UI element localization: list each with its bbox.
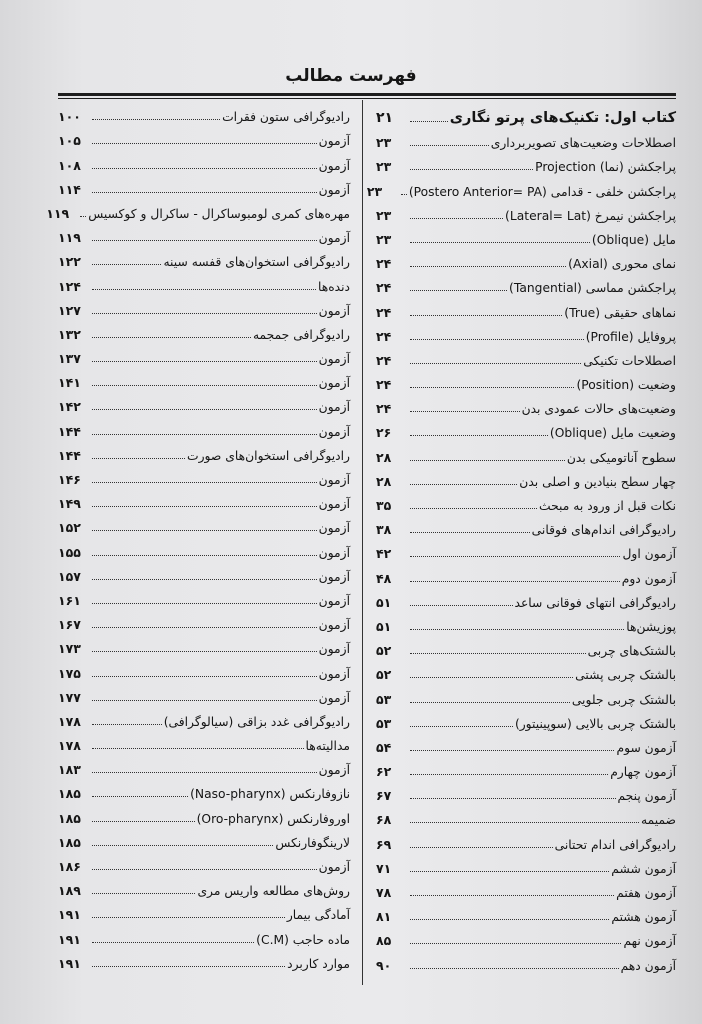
toc-entry-title: مدالیته‌ها <box>305 739 350 754</box>
toc-entry <box>376 368 676 392</box>
toc-entry-title: آزمون <box>318 690 350 705</box>
toc-entry-title: آزمون <box>318 158 350 173</box>
toc-entry-page: ۲۴ <box>376 280 392 296</box>
toc-entry-page: ۲۸ <box>376 473 392 489</box>
toc-entry-title: آزمون <box>318 134 350 149</box>
toc-entry-page: ۲۳ <box>366 183 383 199</box>
dot-leader <box>92 772 317 773</box>
toc-entry-title: آزمون <box>318 666 350 681</box>
dot-leader <box>92 264 161 265</box>
dot-leader <box>410 726 513 727</box>
toc-entry <box>376 271 676 295</box>
toc-entry <box>376 610 676 634</box>
toc-entry <box>58 584 350 608</box>
toc-entry-page: ۱۶۱ <box>58 592 81 608</box>
toc-entry <box>58 269 350 293</box>
toc-entry-page: ۱۹۱ <box>58 907 81 923</box>
toc-entry-page: ۸۱ <box>376 909 392 925</box>
page-title: فهرست مطالب <box>285 66 417 86</box>
dot-leader <box>92 724 162 725</box>
toc-entry-page: ۱۵۷ <box>58 568 81 584</box>
toc-entry-title: آزمون چهارم <box>610 765 676 780</box>
toc-entry-title: آزمون <box>318 569 350 584</box>
toc-entry-page: ۴۸ <box>376 570 392 586</box>
toc-entry-title: آزمون <box>318 593 350 608</box>
dot-leader <box>410 169 533 170</box>
toc-entry <box>58 777 350 801</box>
toc-entry-page: ۲۴ <box>376 352 392 368</box>
toc-entry-page: ۵۱ <box>376 618 392 634</box>
toc-entry <box>366 174 676 199</box>
dot-leader <box>80 216 86 217</box>
toc-entry-title: آزمون <box>318 473 350 487</box>
toc-right-column <box>366 100 676 973</box>
toc-entry-title: بالشتک چربی بالایی (سوپینیتور) <box>514 716 676 731</box>
toc-entry-title: اوروفارنکس (Oro-pharynx) <box>196 811 350 826</box>
dot-leader <box>92 385 317 386</box>
toc-entry-title: رادیوگرافی اندام‌های فوقانی <box>531 523 676 538</box>
toc-entry <box>376 392 676 416</box>
toc-entry-title: آزمون <box>318 376 350 391</box>
toc-entry-page: ۱۸۵ <box>58 786 81 802</box>
toc-entry <box>58 560 350 584</box>
toc-entry <box>58 656 350 680</box>
toc-entry-page: ۱۵۲ <box>58 520 81 536</box>
toc-entry-page: ۲۳ <box>376 231 392 247</box>
toc-entry-page: ۷۱ <box>376 860 392 876</box>
toc-entry-page: ۵۴ <box>376 739 392 755</box>
toc-entry <box>58 318 350 342</box>
dot-leader <box>92 942 254 943</box>
toc-entry <box>376 827 676 851</box>
toc-entry-page: ۱۴۴ <box>58 447 81 463</box>
toc-entry-page: ۲۳ <box>376 159 392 175</box>
toc-entry-title: چهار سطح بنیادین و اصلی بدن <box>519 474 676 489</box>
dot-leader <box>92 821 195 822</box>
dot-leader <box>92 434 317 435</box>
dot-leader <box>410 677 573 678</box>
toc-entry <box>376 489 676 513</box>
toc-entry <box>58 535 350 559</box>
toc-entry <box>58 245 350 269</box>
dot-leader <box>401 194 407 195</box>
toc-entry <box>376 586 676 610</box>
toc-entry <box>58 922 350 946</box>
dot-leader <box>410 363 581 364</box>
toc-entry-title: کتاب اول: تکنیک‌های پرتو نگاری <box>449 110 676 126</box>
dot-leader <box>410 339 584 340</box>
toc-entry <box>58 221 350 245</box>
toc-entry-page: ۱۷۸ <box>58 738 81 754</box>
toc-entry-title: آزمون هفتم <box>616 886 676 900</box>
dot-leader <box>92 458 185 459</box>
toc-entry <box>58 124 350 148</box>
toc-entry-page: ۹۰ <box>376 957 392 973</box>
toc-entry-title: لارینگوفارنکس <box>275 835 350 850</box>
toc-entry-title: رادیوگرافی انتهای فوقانی ساعد <box>514 595 676 610</box>
toc-entry-title: نکات قبل از ورود به مبحث <box>539 499 676 513</box>
toc-entry <box>376 440 676 464</box>
toc-entry-title: رادیوگرافی جمجمه <box>252 327 350 342</box>
toc-entry <box>376 755 676 779</box>
toc-entry-title: آزمون <box>318 231 350 246</box>
toc-entry <box>58 801 350 825</box>
dot-leader <box>410 581 620 582</box>
toc-entry <box>58 874 350 898</box>
toc-entry-title: وضعیت (Position) <box>576 378 676 393</box>
toc-entry-page: ۴۲ <box>376 546 392 562</box>
toc-entry-page: ۱۸۵ <box>58 810 81 826</box>
dot-leader <box>92 240 317 241</box>
toc-entry-page: ۱۷۸ <box>58 713 81 729</box>
toc-entry-page: ۲۳ <box>376 135 392 151</box>
dot-leader <box>410 387 574 388</box>
toc-entry-page: ۱۷۳ <box>58 641 81 657</box>
toc-entry <box>376 658 676 682</box>
toc-entry <box>58 100 350 124</box>
toc-entry-page: ۳۸ <box>376 522 392 538</box>
toc-entry-page: ۶۹ <box>376 836 392 852</box>
toc-entry-title: اصطلاحات وضعیت‌های تصویربرداری <box>490 136 676 151</box>
toc-entry <box>376 199 676 223</box>
dot-leader <box>92 119 220 120</box>
toc-entry-title: پروفایل (Profile) <box>585 329 676 344</box>
toc-entry <box>376 223 676 247</box>
toc-entry-page: ۱۴۹ <box>58 496 81 512</box>
dot-leader <box>92 409 317 410</box>
toc-entry-page: ۲۴ <box>376 304 392 320</box>
dot-leader <box>410 556 620 557</box>
toc-entry-title: بالشتک چربی جلویی <box>571 692 676 707</box>
toc-entry-title: سطوح آناتومیکی بدن <box>566 450 676 465</box>
dot-leader <box>410 484 517 485</box>
dot-leader <box>92 627 317 628</box>
toc-entry <box>376 465 676 489</box>
toc-entry-title: آزمون <box>318 763 350 778</box>
toc-entry-title: آزمون دهم <box>620 958 676 973</box>
toc-entry-page: ۵۲ <box>376 643 392 659</box>
dot-leader <box>92 917 285 918</box>
toc-entry-title: پوزیشن‌ها <box>626 619 676 634</box>
dot-leader <box>410 508 537 509</box>
toc-entry <box>58 294 350 318</box>
toc-entry-page: ۶۸ <box>376 812 392 828</box>
toc-entry-title: بالشتک چربی پشتی <box>575 668 676 683</box>
toc-entry-page: ۱۶۷ <box>58 617 81 633</box>
toc-entry-page: ۱۲۲ <box>58 254 81 270</box>
toc-entry <box>376 852 676 876</box>
toc-entry-title: نماهای حقیقی (True) <box>564 305 676 320</box>
toc-entry-page: ۱۱۹ <box>46 205 70 221</box>
toc-entry-title: رادیوگرافی استخوان‌های صورت <box>187 448 350 463</box>
toc-entry-page: ۱۳۲ <box>58 326 81 342</box>
toc-entry <box>58 608 350 632</box>
toc-entry <box>58 414 350 438</box>
dot-leader <box>92 869 317 870</box>
toc-entry-page: ۵۱ <box>376 594 392 610</box>
toc-entry-page: ۲۴ <box>376 328 392 344</box>
toc-entry <box>58 705 350 729</box>
toc-entry <box>58 390 350 414</box>
toc-entry-page: ۱۹۱ <box>58 931 81 947</box>
toc-entry <box>58 850 350 874</box>
toc-entry-title: رادیوگرافی اندام تحتانی <box>554 837 676 852</box>
dot-leader <box>410 411 520 412</box>
dot-leader <box>410 605 513 606</box>
toc-entry-title: آزمون <box>318 352 350 367</box>
toc-entry-title: پراجکشن نیمرخ (Lateral= Lat) <box>505 208 676 223</box>
toc-entry-title: آزمون <box>318 400 350 415</box>
toc-entry-title: وضعیت‌های حالات عمودی بدن <box>521 402 676 417</box>
toc-entry-title: اصطلاحات تکنیکی <box>583 353 676 368</box>
toc-entry-title: ماده حاجب (C.M) <box>256 932 350 947</box>
toc-entry-title: آزمون نهم <box>623 934 676 949</box>
toc-entry-title: آمادگی بیمار <box>286 908 350 923</box>
toc-entry-title: آزمون <box>318 860 350 874</box>
toc-entry-title: بالشتک‌های چربی <box>587 644 676 659</box>
dot-leader <box>410 532 530 533</box>
dot-leader <box>410 895 614 896</box>
dot-leader <box>410 435 548 436</box>
toc-entry-page: ۱۹۱ <box>58 955 81 971</box>
toc-entry <box>376 948 676 972</box>
dot-leader <box>410 702 570 703</box>
dot-leader <box>410 242 590 243</box>
dot-leader <box>92 313 317 314</box>
toc-entry-page: ۲۶ <box>376 425 392 441</box>
dot-leader <box>410 822 639 823</box>
dot-leader <box>92 748 304 749</box>
dot-leader <box>410 218 503 219</box>
toc-entry-title: آزمون <box>318 521 350 536</box>
toc-entry <box>58 826 350 850</box>
dot-leader <box>410 290 507 291</box>
column-divider <box>362 100 363 985</box>
dot-leader <box>410 629 624 630</box>
toc-entry <box>376 803 676 827</box>
toc-entry-title: آزمون <box>318 497 350 512</box>
title-rule-thin <box>58 98 676 99</box>
dot-leader <box>410 871 609 872</box>
dot-leader <box>92 530 317 531</box>
toc-entry-page: ۱۷۷ <box>58 689 81 705</box>
toc-entry <box>58 487 350 511</box>
toc-entry-title: نمای محوری (Axial) <box>568 257 676 272</box>
toc-entry-page: ۱۲۷ <box>58 302 81 318</box>
toc-entry-page: ۱۱۴ <box>58 181 81 197</box>
dot-leader <box>410 798 616 799</box>
toc-entry-title: نازوفارنکس (Naso-pharynx) <box>190 787 350 802</box>
dot-leader <box>410 919 609 920</box>
toc-entry <box>58 463 350 487</box>
toc-entry <box>58 632 350 656</box>
toc-entry-title: آزمون <box>318 424 350 439</box>
dot-leader <box>92 845 273 846</box>
toc-entry-title: ضمیمه <box>641 813 676 828</box>
toc-entry <box>46 197 350 221</box>
dot-leader <box>92 651 317 652</box>
toc-entry-title: رادیوگرافی استخوان‌های قفسه سینه <box>163 255 350 270</box>
toc-entry <box>376 295 676 319</box>
toc-entry-title: آزمون اول <box>622 547 676 562</box>
toc-entry <box>376 247 676 271</box>
toc-entry-title: وضعیت مایل (Oblique) <box>549 426 676 441</box>
toc-entry-page: ۵۳ <box>376 715 392 731</box>
toc-entry-title: آزمون <box>318 642 350 657</box>
dot-leader <box>92 676 317 677</box>
dot-leader <box>92 143 317 144</box>
dot-leader <box>410 460 565 461</box>
toc-entry-title: آزمون <box>318 618 350 633</box>
toc-entry-page: ۱۸۳ <box>58 762 81 778</box>
toc-entry <box>376 682 676 706</box>
toc-entry-page: ۶۲ <box>376 764 392 780</box>
title-rule <box>58 93 676 96</box>
toc-entry <box>58 439 350 463</box>
toc-entry-page: ۲۴ <box>376 256 392 272</box>
toc-entry-page: ۲۴ <box>376 401 392 417</box>
toc-entry-title: مایل (Oblique) <box>591 232 676 247</box>
dot-leader <box>92 192 317 193</box>
toc-entry <box>58 681 350 705</box>
dot-leader <box>410 968 619 969</box>
dot-leader <box>410 653 586 654</box>
toc-entry <box>58 173 350 197</box>
toc-entry <box>376 416 676 440</box>
dot-leader <box>92 966 285 967</box>
dot-leader <box>92 603 317 604</box>
toc-entry-title: پراجکشن (نما) Projection <box>535 160 676 175</box>
toc-entry-page: ۲۴ <box>376 377 392 393</box>
dot-leader <box>92 555 317 556</box>
dot-leader <box>410 266 566 267</box>
toc-entry <box>376 537 676 561</box>
toc-entry-page: ۱۳۷ <box>58 351 81 367</box>
dot-leader <box>92 168 317 169</box>
toc-entry <box>376 150 676 174</box>
toc-entry <box>376 320 676 344</box>
dot-leader <box>92 579 317 580</box>
dot-leader <box>92 796 188 797</box>
toc-entry-title: آزمون پنجم <box>617 789 676 804</box>
dot-leader <box>410 750 614 751</box>
toc-entry-page: ۷۸ <box>376 885 392 900</box>
toc-entry-page: ۱۰۰ <box>58 109 81 125</box>
dot-leader <box>92 337 251 338</box>
toc-entry <box>376 876 676 900</box>
toc-entry <box>58 898 350 922</box>
dot-leader <box>92 506 317 507</box>
toc-entry-title: آزمون <box>318 545 350 560</box>
toc-entry-page: ۱۴۶ <box>58 472 81 487</box>
toc-entry-page: ۲۸ <box>376 449 392 465</box>
toc-entry-title: دنده‌ها <box>317 279 350 294</box>
toc-entry-title: آزمون ششم <box>611 861 676 876</box>
toc-entry-page: ۸۵ <box>376 933 392 949</box>
toc-left-column <box>46 100 350 971</box>
dot-leader <box>410 315 562 316</box>
toc-entry-title: آزمون <box>318 182 350 197</box>
toc-entry-title: آزمون هشتم <box>611 910 676 925</box>
toc-entry-title: آزمون دوم <box>621 571 676 586</box>
toc-entry <box>376 634 676 658</box>
dot-leader <box>92 361 317 362</box>
toc-entry-title: مهره‌های کمری لومبوساکرال - ساکرال و کوکسیس <box>88 206 350 221</box>
toc-entry-page: ۱۲۴ <box>58 278 81 294</box>
toc-entry-page: ۱۱۹ <box>58 230 81 246</box>
toc-entry-page: ۱۸۹ <box>58 883 81 899</box>
toc-entry-title: رادیوگرافی غدد بزاقی (سیالوگرافی) <box>163 714 350 729</box>
toc-entry-page: ۱۴۲ <box>58 399 81 415</box>
dot-leader <box>92 893 195 894</box>
dot-leader <box>92 289 316 290</box>
dot-leader <box>410 847 553 848</box>
dot-leader <box>410 774 608 775</box>
toc-entry <box>376 900 676 924</box>
toc-entry <box>376 100 676 126</box>
toc-entry-page: ۶۷ <box>376 788 392 804</box>
toc-entry-page: ۳۵ <box>376 498 392 513</box>
toc-entry <box>58 729 350 753</box>
toc-entry <box>376 561 676 585</box>
toc-entry-title: پراجکشن خلفی - قدامی (Postero Anterior= PA) <box>408 184 676 199</box>
toc-entry-title: رادیوگرافی ستون فقرات <box>222 110 350 125</box>
toc-entry-page: ۱۸۵ <box>58 834 81 850</box>
toc-entry-title: پراجکشن مماسی (Tangential) <box>509 281 676 296</box>
toc-entry-title: روش‌های مطالعه واریس مری <box>197 884 350 899</box>
toc-entry <box>376 344 676 368</box>
toc-entry-page: ۲۳ <box>376 207 392 223</box>
toc-entry-page: ۵۳ <box>376 691 392 707</box>
toc-entry <box>376 707 676 731</box>
toc-entry-page: ۱۰۵ <box>58 133 81 149</box>
dot-leader <box>410 943 621 944</box>
toc-entry <box>58 148 350 172</box>
toc-entry-page: ۱۰۸ <box>58 157 81 173</box>
toc-entry-page: ۵۲ <box>376 667 392 683</box>
dot-leader <box>92 482 317 483</box>
toc-entry <box>376 513 676 537</box>
toc-entry-page: ۱۷۵ <box>58 665 81 681</box>
toc-entry-title: موارد کاربرد <box>287 956 350 971</box>
toc-entry-page: ۱۴۴ <box>58 423 81 439</box>
dot-leader <box>410 145 489 146</box>
toc-entry-page: ۱۴۱ <box>58 375 81 391</box>
toc-entry <box>58 753 350 777</box>
dot-leader <box>92 700 317 701</box>
toc-entry <box>58 511 350 535</box>
toc-entry-page: ۱۵۵ <box>58 544 81 560</box>
toc-entry-page: ۲۱ <box>376 110 394 126</box>
toc-entry <box>376 779 676 803</box>
toc-entry <box>376 126 676 150</box>
toc-entry <box>376 924 676 948</box>
toc-entry <box>58 366 350 390</box>
dot-leader <box>410 121 448 122</box>
toc-entry-title: آزمون <box>318 303 350 318</box>
toc-entry <box>376 731 676 755</box>
toc-entry-title: آزمون سوم <box>616 740 676 755</box>
toc-entry <box>58 947 350 971</box>
toc-entry <box>58 342 350 366</box>
toc-entry-page: ۱۸۶ <box>58 859 81 874</box>
